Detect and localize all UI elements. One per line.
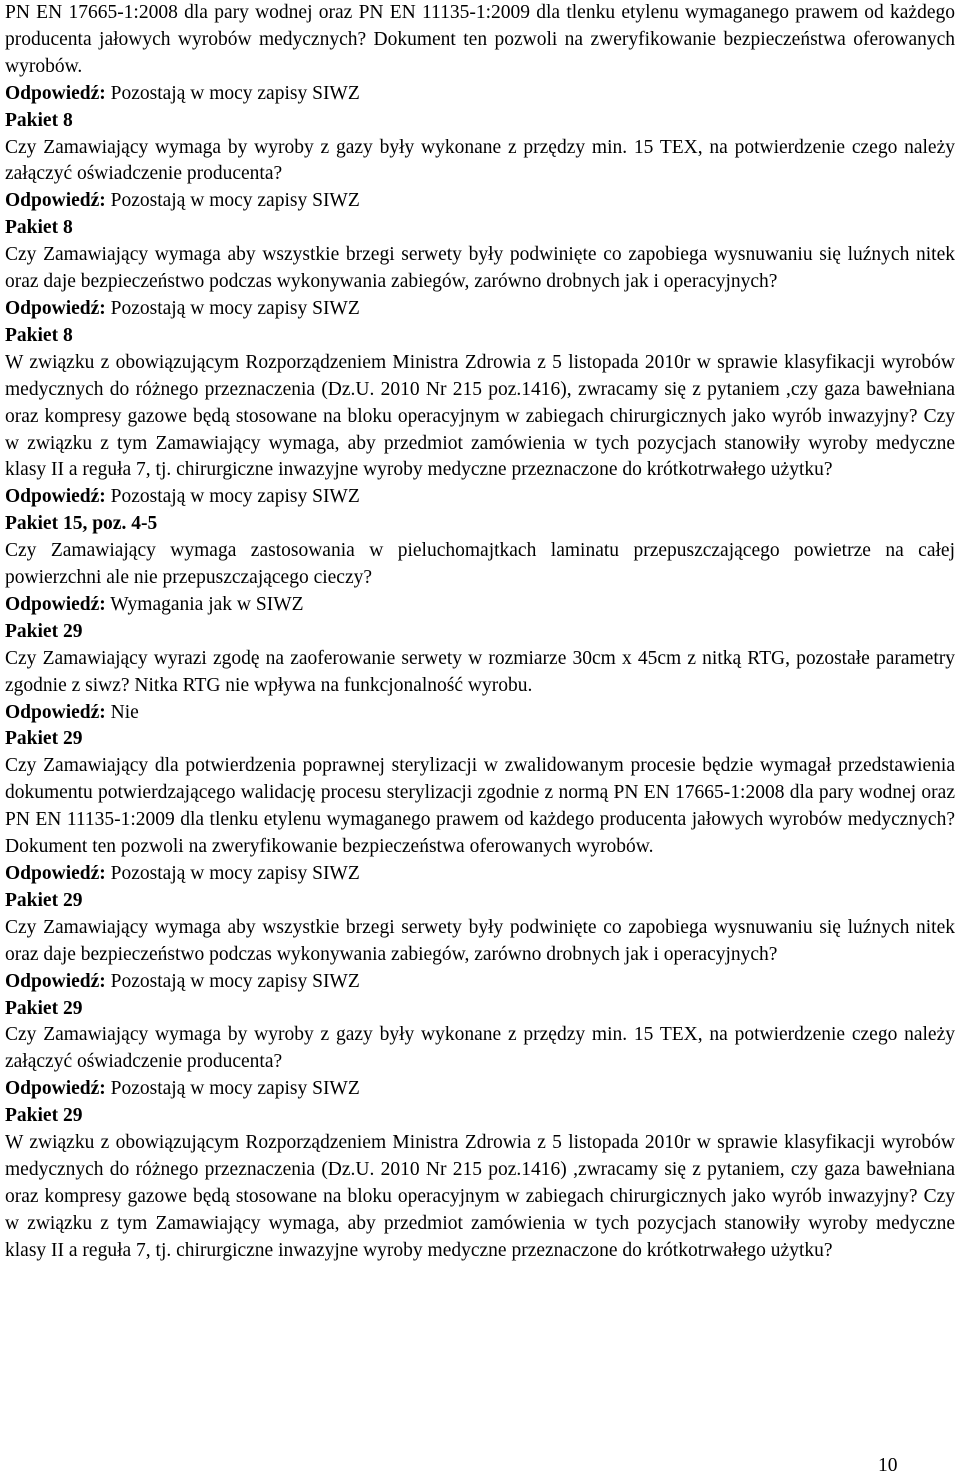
- answer-text: Pozostają w mocy zapisy SIWZ: [110, 486, 360, 508]
- question-paragraph: Czy Zamawiający dla potwierdzenia poprawnej sterylizacji w zwalidowanym procesie będzie wymagał przedstawienia dokumentu potwierdzającego walidację procesu sterylizacji zgodnie z normą PN EN 17665-1:2008 dla pary wodnej oraz PN EN 11135-1:2009 dla tlenku etylenu wymaganego prawem od każdego producenta jałowych wyrobów medycznych? Dokument ten pozwoli na zweryfikowanie bezpieczeństwa oferowanych wyrobów.: [5, 755, 955, 858]
- answer-text: Pozostają w mocy zapisy SIWZ: [110, 190, 360, 212]
- answer-label: Odpowiedź:: [5, 190, 106, 212]
- package-heading: Pakiet 29: [5, 889, 83, 911]
- answer-text: Pozostają w mocy zapisy SIWZ: [110, 297, 360, 319]
- answer-text: Pozostają w mocy zapisy SIWZ: [110, 970, 360, 992]
- answer-line: [5, 484, 955, 511]
- answer-label: Odpowiedź:: [5, 701, 106, 723]
- question-paragraph: Czy Zamawiający wymaga aby wszystkie brzegi serwety były podwinięte co zapobiega wysnuwaniu się luźnych nitek oraz daje bezpieczeństwo podczas wykonywania zabiegów, zarówno drobnych jak i operacyjnych?: [5, 244, 955, 293]
- answer-label: Odpowiedź:: [5, 486, 106, 508]
- answer-line: [5, 81, 955, 108]
- question-paragraph: W związku z obowiązującym Rozporządzeniem Ministra Zdrowia z 5 listopada 2010r w sprawie klasyfikacji wyrobów medycznych do różnego przeznaczenia (Dz.U. 2010 Nr 215 poz.1416) ,zwracamy się z pytaniem, czy gaza bawełniana oraz kompresy gazowe będą stosowane na bloku operacyjnym w zabiegach chirurgicznych jako wyrób inwazyjny? Czy w związku z tym Zamawiający wymaga, aby przedmiot zamówienia w tych pozycjach stanowiły wyroby medyczne klasy II a reguła 7, tj. chirurgiczne inwazyjne wyroby medyczne przeznaczone do krótkotrwałego użytku?: [5, 1132, 955, 1261]
- document-page: [5, 0, 955, 1265]
- question-paragraph: W związku z obowiązującym Rozporządzeniem Ministra Zdrowia z 5 listopada 2010r w sprawie klasyfikacji wyrobów medycznych do różnego przeznaczenia (Dz.U. 2010 Nr 215 poz.1416), zwracamy się z pytaniem ,czy gaza bawełniana oraz kompresy gazowe będą stosowane na bloku operacyjnym w zabiegach chirurgicznych jako wyrób inwazyjny? Czy w związku z tym Zamawiający wymaga, aby przedmiot zamówienia w tych pozycjach stanowiły wyroby medyczne klasy II a reguła 7, tj. chirurgiczne inwazyjne wyroby medyczne przeznaczone do krótkotrwałego użytku?: [5, 351, 955, 481]
- answer-line: [5, 1076, 955, 1103]
- question-paragraph: Czy Zamawiający wymaga zastosowania w pieluchomajtkach laminatu przepuszczającego powietrze na całej powierzchni ale nie przepuszczającego cieczy?: [5, 540, 955, 589]
- answer-line: [5, 592, 955, 619]
- answer-line: [5, 700, 955, 727]
- question-paragraph: Czy Zamawiający wyrazi zgodę na zaoferowanie serwety w rozmiarze 30cm x 45cm z nitką RTG, pozostałe parametry zgodnie z siwz? Nitka RTG nie wpływa na funkcjonalność wyrobu.: [5, 647, 955, 696]
- answer-text: Pozostają w mocy zapisy SIWZ: [110, 863, 360, 884]
- answer-label: Odpowiedź:: [5, 970, 106, 992]
- answer-line: [5, 969, 955, 996]
- answer-text: Wymagania jak w SIWZ: [110, 593, 304, 615]
- answer-line: [5, 861, 955, 888]
- answer-text: Pozostają w mocy zapisy SIWZ: [110, 1078, 360, 1100]
- question-paragraph: Czy Zamawiający wymaga by wyroby z gazy były wykonane z przędzy min. 15 TEX, na potwierdzenie czego należy załączyć oświadczenie producenta?: [5, 136, 955, 185]
- answer-label: Odpowiedź:: [5, 297, 106, 319]
- package-heading: Pakiet 8: [5, 324, 73, 346]
- answer-label: Odpowiedź:: [5, 593, 106, 615]
- answer-label: Odpowiedź:: [5, 863, 106, 884]
- question-paragraph: Czy Zamawiający wymaga by wyroby z gazy były wykonane z przędzy min. 15 TEX, na potwierdzenie czego należy załączyć oświadczenie producenta?: [5, 1024, 955, 1073]
- package-heading: Pakiet 29: [5, 728, 83, 750]
- answer-text: Nie: [110, 701, 139, 723]
- answer-text: Pozostają w mocy zapisy SIWZ: [110, 82, 360, 104]
- question-paragraph: PN EN 17665-1:2008 dla pary wodnej oraz PN EN 11135-1:2009 dla tlenku etylenu wymaganego prawem od każdego producenta jałowych wyrobów medycznych? Dokument ten pozwoli na zweryfikowanie bezpieczeństwa oferowanych wyrobów.: [5, 2, 955, 77]
- question-paragraph: Czy Zamawiający wymaga aby wszystkie brzegi serwety były podwinięte co zapobiega wysnuwaniu się luźnych nitek oraz daje bezpieczeństwo podczas wykonywania zabiegów, zarówno drobnych jak i operacyjnych?: [5, 916, 955, 965]
- package-heading: Pakiet 15, poz. 4-5: [5, 513, 158, 535]
- package-heading: Pakiet 8: [5, 109, 73, 131]
- answer-label: Odpowiedź:: [5, 82, 106, 104]
- package-heading: Pakiet 29: [5, 620, 83, 642]
- package-heading: Pakiet 29: [5, 1105, 83, 1127]
- answer-label: Odpowiedź:: [5, 1078, 106, 1100]
- answer-line: [5, 188, 955, 215]
- page-number: 10: [878, 1455, 898, 1476]
- answer-line: [5, 296, 955, 323]
- package-heading: Pakiet 8: [5, 217, 73, 239]
- package-heading: Pakiet 29: [5, 997, 83, 1019]
